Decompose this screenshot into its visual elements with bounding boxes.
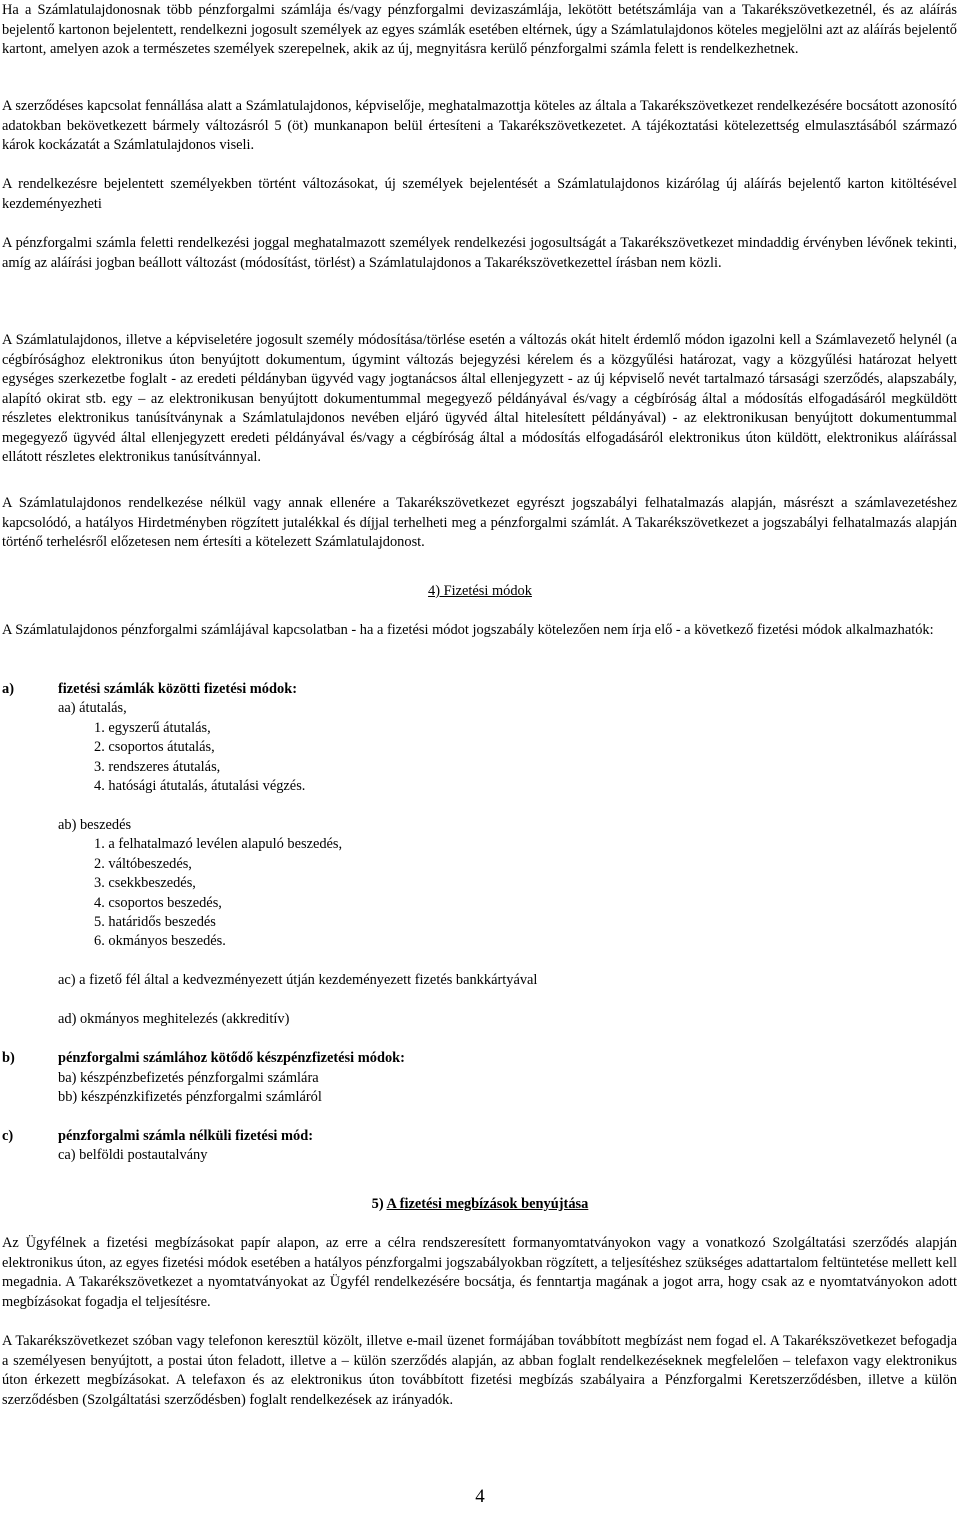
section-a (2, 680, 952, 700)
section-c (2, 1127, 952, 1147)
bb-item: bb) készpénzkifizetés pénzforgalmi számláról (58, 1089, 322, 1105)
aa-item-4: 4. hatósági átutalás, átutalási végzés. (94, 778, 306, 794)
ab-item-4: 4. csoportos beszedés, (94, 895, 222, 911)
section-4-heading: 4) Fizetési módok (428, 583, 532, 599)
section-5-heading-number: 5) (371, 1196, 387, 1212)
aa-item-3: 3. rendszeres átutalás, (94, 759, 221, 775)
section-5-paragraph-2: A Takarékszövetkezet szóban vagy telefonon keresztül közölt, illetve e-mail üzenet formájában továbbított megbízást nem fogad el. A Takarékszövetkezet befogadja a személyesen benyújtott, a postai úton feladott, illetve a – külön szerződés alapján, az abban foglalt rendelkezéseknek megfelelően – telefaxon vagy elektronikus úton érkezett megbízásokat. A telefaxon és az elektronikus úton továbbított fizetési megbízás szabályaira a Pénzforgalmi Keretszerződésben, illetve a külön szerződésben (Szolgáltatási szerződésben) foglalt rendelkezések az irányadók. (2, 1333, 957, 1408)
section-5-heading-text: A fizetési megbízások benyújtása (386, 1196, 589, 1212)
ab-item-6: 6. okmányos beszedés. (94, 933, 226, 949)
paragraph-representative-change: A Számlatulajdonos, illetve a képviseletére jogosult személy módosítása/törlése esetén a változás okát hitelt érdemlő módon igazolni kell a Számlavezető helynél (a cégbírósághoz elektronikus úton benyújtott dokumentum, úgymint változás bejegyzési kérelem és a közgyűlési határozat, vagy a közgyűlési határozat helyett egységes szerkezetbe foglalt - az eredeti példányban ügyvéd vagy jogtanácsos által ellenjegyzett - az új képviselő nevét tartalmazó társasági szerződés, alapszabály, alapító okirat stb. egy – az elektronikusan benyújtott dokumentummal megegyező példányával és/vagy a cégbíróság által a módosítás elfogadásáról megküldött részletes elektronikus tanúsítványnak a Számlatulajdonos nevében eljáró ügyvéd által hitelesített példányával) - az elektronikusan benyújtott dokumentummal megegyező ügyvéd által ellenjegyzett eredeti példányával és/vagy a cégbíróság által a módosítás elfogadásáról elektronikus úton küldött, elektronikus aláírással ellátott részletes elektronikus tanúsítvánnyal. (2, 332, 957, 465)
paragraph-new-signature-card: A rendelkezésre bejelentett személyekben történt változásokat, új személyek bejelentését a Számlatulajdonos kizárólag új aláírás bejelentő karton kitöltésével kezdeményezheti (2, 176, 957, 212)
paragraph-debit-without-consent: A Számlatulajdonos rendelkezése nélkül vagy annak ellenére a Takarékszövetkezet egyrészt jogszabályi felhatalmazás alapján, másrészt a számlavezetéshez kapcsolódó, a hatályos Hirdetményben rögzített jutalékkal és díjjal terhelheti meg a pénzforgalmi számlát. A Takarékszövetkezet a jogszabályi felhatalmazás alapján történő terhelésről előzetesen nem értesíti a kötelezett Számlatulajdonost. (2, 495, 957, 550)
ab-item-2: 2. váltóbeszedés, (94, 856, 192, 872)
page-number: 4 (475, 1486, 485, 1507)
section-b-letter: b) (2, 1050, 15, 1066)
section-c-letter: c) (2, 1128, 14, 1144)
paragraph-multiple-accounts: Ha a Számlatulajdonosnak több pénzforgalmi számlája és/vagy pénzforgalmi devizaszámlája, lekötött betétszámlája van a Takarékszövetkezetnél, és az aláírás bejelentő kartonon bejelentett, rendelkezni jogosult személyek az egyes számlák esetében eltérnek, úgy a Számlatulajdonos köteles megjelölni azt az aláírás bejelentő kartont, amelyen azok a természetes személyek szerepelnek, akik az új, megnyitásra kerülő pénzforgalmi számla felett is rendelkezhetnek. (2, 2, 957, 57)
ac-item: ac) a fizető fél által a kedvezményezett útján kezdeményezett fizetés bankkártyával (58, 972, 538, 988)
ca-item: ca) belföldi postautalvány (58, 1147, 208, 1163)
ab-item-3: 3. csekkbeszedés, (94, 875, 196, 891)
ab-item-5: 5. határidős beszedés (94, 914, 216, 930)
section-a-title: fizetési számlák közötti fizetési módok: (58, 681, 297, 697)
aa-title: aa) átutalás, (58, 700, 127, 716)
section-5-heading (0, 1195, 960, 1215)
ba-item: ba) készpénzbefizetés pénzforgalmi számlára (58, 1070, 319, 1086)
aa-item-2: 2. csoportos átutalás, (94, 739, 215, 755)
paragraph-authorization-validity: A pénzforgalmi számla feletti rendelkezési joggal meghatalmazott személyek rendelkezési jogosultságát a Takarékszövetkezet mindaddig érvényben lévőnek tekinti, amíg az aláírási jogban beállott változást (módosítást, törlést) a Számlatulajdonos a Takarékszövetkezettel írásban nem közli. (2, 235, 957, 271)
section-4-intro: A Számlatulajdonos pénzforgalmi számlájával kapcsolatban - ha a fizetési módot jogszabály kötelezően nem írja elő - a következő fizetési módok alkalmazhatók: (2, 622, 934, 638)
ab-item-1: 1. a felhatalmazó levélen alapuló beszedés, (94, 836, 343, 852)
ab-title: ab) beszedés (58, 817, 132, 833)
section-c-title: pénzforgalmi számla nélküli fizetési mód: (58, 1128, 313, 1144)
section-5-paragraph-1: Az Ügyfélnek a fizetési megbízásokat papír alapon, az erre a célra rendszeresített formanyomtatványokon vagy a vonatkozó Szolgáltatási szerződés alapján elektronikus úton, az egyes fizetési módok esetében a hatályos pénzforgalmi jogszabályokban rögzített, a teljesítéshez szükséges adattartalom feltüntetése mellett kell megadnia. A Takarékszövetkezet a nyomtatványokat az Ügyfél rendelkezésére bocsátja, és fenntartja magának a jogot arra, hogy csak az e nyomtatványokon adott megbízásokat fogadja el teljesítésre. (2, 1235, 957, 1310)
section-b (2, 1049, 952, 1069)
section-a-letter: a) (2, 681, 14, 697)
section-b-title: pénzforgalmi számlához kötődő készpénzfizetési módok: (58, 1050, 405, 1066)
aa-item-1: 1. egyszerű átutalás, (94, 720, 211, 736)
ad-item: ad) okmányos meghitelezés (akkreditív) (58, 1011, 290, 1027)
paragraph-data-change-notice: A szerződéses kapcsolat fennállása alatt a Számlatulajdonos, képviselője, meghatalmazottja köteles az általa a Takarékszövetkezet rendelkezésére bocsátott azonosító adatokban bekövetkezett bármely változásról 5 (öt) munkanapon belül értesíteni a Takarékszövetkezetet. A tájékoztatási kötelezettség elmulasztásából származó károk kockázatát a Számlatulajdonos viseli. (2, 98, 957, 153)
